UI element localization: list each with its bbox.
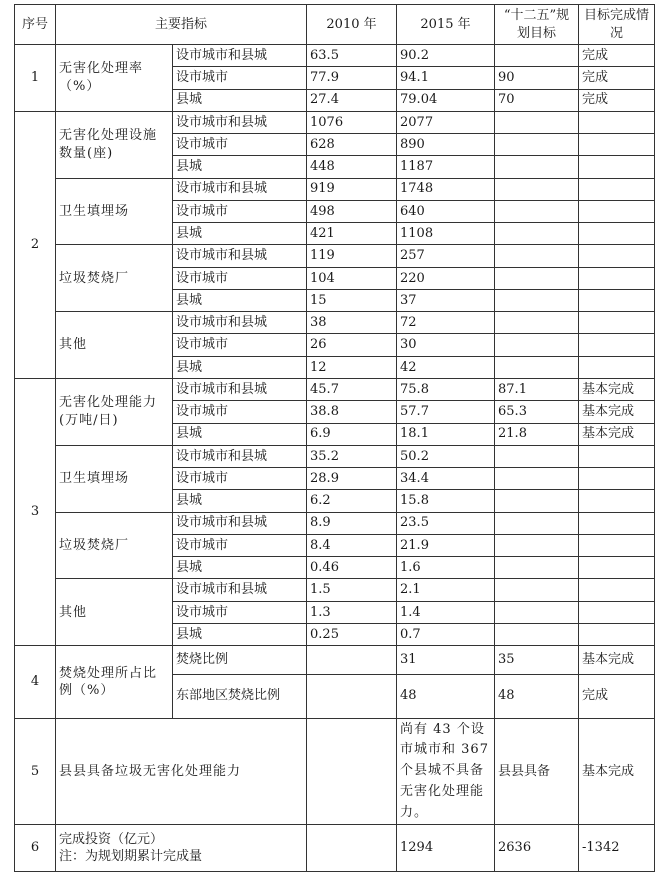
value-2015-cell: 72 <box>397 312 495 334</box>
table-row <box>15 445 655 467</box>
value-2010-cell: 8.4 <box>307 534 397 556</box>
sub-indicator-cell: 设市城市和县城 <box>173 245 307 267</box>
status-cell <box>579 312 655 334</box>
value-2010-cell: 498 <box>307 200 397 222</box>
indicator-label: 垃圾焚烧厂 <box>56 512 173 579</box>
sub-indicator-cell: 设市城市和县城 <box>173 445 307 467</box>
value-2010-cell <box>307 646 397 674</box>
status-cell <box>579 111 655 133</box>
value-2010-cell: 27.4 <box>307 89 397 111</box>
target-cell <box>495 356 579 378</box>
value-2010-cell: 1.3 <box>307 601 397 623</box>
status-cell <box>579 534 655 556</box>
table-body <box>15 45 655 872</box>
sub-indicator-cell: 县城 <box>173 289 307 311</box>
indicator-label: 无害化处理率（%） <box>56 45 173 112</box>
value-2015-cell: 1108 <box>397 223 495 245</box>
status-cell <box>579 334 655 356</box>
target-cell: 87.1 <box>495 378 579 400</box>
value-2010-cell: 1076 <box>307 111 397 133</box>
value-2015-cell: 15.8 <box>397 490 495 512</box>
sub-indicator-cell: 设市城市 <box>173 67 307 89</box>
header-indicator: 主要指标 <box>56 5 307 45</box>
target-cell <box>495 579 579 601</box>
sub-indicator-cell: 焚烧比例 <box>173 646 307 674</box>
target-cell: 48 <box>495 674 579 719</box>
sub-indicator-cell: 设市城市 <box>173 200 307 222</box>
status-cell: 基本完成 <box>579 423 655 445</box>
table-row <box>15 178 655 200</box>
value-2015-cell: 21.9 <box>397 534 495 556</box>
target-cell <box>495 156 579 178</box>
target-cell <box>495 445 579 467</box>
header-status: 目标完成情况 <box>579 5 655 45</box>
target-cell <box>495 557 579 579</box>
value-2015-cell: 42 <box>397 356 495 378</box>
table-row <box>15 579 655 601</box>
target-cell <box>495 134 579 156</box>
value-2010-cell <box>307 719 397 825</box>
target-cell: 2636 <box>495 825 579 872</box>
status-cell <box>579 623 655 645</box>
value-2015-cell: 2077 <box>397 111 495 133</box>
target-cell <box>495 623 579 645</box>
value-2010-cell: 45.7 <box>307 378 397 400</box>
table-row <box>15 378 655 400</box>
value-2015-cell: 1.6 <box>397 557 495 579</box>
sub-indicator-cell: 设市城市和县城 <box>173 378 307 400</box>
target-cell: 90 <box>495 67 579 89</box>
value-2015-cell: 79.04 <box>397 89 495 111</box>
target-cell <box>495 111 579 133</box>
sub-indicator-cell: 县城 <box>173 223 307 245</box>
value-2015-cell: 23.5 <box>397 512 495 534</box>
value-2010-cell: 1.5 <box>307 579 397 601</box>
status-cell <box>579 200 655 222</box>
value-2010-cell: 421 <box>307 223 397 245</box>
sub-indicator-cell: 设市城市和县城 <box>173 512 307 534</box>
value-2015-cell: 37 <box>397 289 495 311</box>
table-row <box>15 245 655 267</box>
table-row <box>15 646 655 674</box>
value-2010-cell: 919 <box>307 178 397 200</box>
value-2015-cell: 2.1 <box>397 579 495 601</box>
value-2010-cell: 28.9 <box>307 468 397 490</box>
value-2015-cell: 890 <box>397 134 495 156</box>
value-2010-cell <box>307 674 397 719</box>
value-2010-cell: 104 <box>307 267 397 289</box>
sub-indicator-cell: 县城 <box>173 356 307 378</box>
status-cell: 完成 <box>579 674 655 719</box>
sub-indicator-cell: 县城 <box>173 156 307 178</box>
value-2010-cell: 0.25 <box>307 623 397 645</box>
seq-cell: 6 <box>15 825 56 872</box>
target-cell: 35 <box>495 646 579 674</box>
value-2015-cell: 1.4 <box>397 601 495 623</box>
status-cell: -1342 <box>579 825 655 872</box>
target-cell <box>495 534 579 556</box>
table-row <box>15 512 655 534</box>
sub-indicator-cell: 设市城市和县城 <box>173 178 307 200</box>
status-cell <box>579 557 655 579</box>
status-cell <box>579 512 655 534</box>
status-cell <box>579 267 655 289</box>
table-row <box>15 111 655 133</box>
sub-indicator-cell: 设市城市 <box>173 267 307 289</box>
sub-indicator-cell: 设市城市 <box>173 601 307 623</box>
indicator-label: 焚烧处理所占比例（%） <box>56 646 173 719</box>
header-2015: 2015 年 <box>397 5 495 45</box>
sub-indicator-cell: 县城 <box>173 490 307 512</box>
target-cell <box>495 267 579 289</box>
sub-indicator-cell: 东部地区焚烧比例 <box>173 674 307 719</box>
value-2010-cell: 12 <box>307 356 397 378</box>
sub-indicator-cell: 县城 <box>173 623 307 645</box>
value-2010-cell: 6.9 <box>307 423 397 445</box>
waste-treatment-table <box>14 4 655 872</box>
target-cell <box>495 223 579 245</box>
target-cell <box>495 245 579 267</box>
sub-indicator-cell: 设市城市和县城 <box>173 111 307 133</box>
status-cell <box>579 289 655 311</box>
status-cell <box>579 245 655 267</box>
indicator-label: 卫生填埋场 <box>56 445 173 512</box>
target-cell <box>495 200 579 222</box>
status-cell: 基本完成 <box>579 646 655 674</box>
status-cell <box>579 134 655 156</box>
target-cell <box>495 468 579 490</box>
value-2010-cell: 15 <box>307 289 397 311</box>
status-cell <box>579 490 655 512</box>
header-target: “十二五”规划目标 <box>495 5 579 45</box>
value-2015-cell: 30 <box>397 334 495 356</box>
header-2010: 2010 年 <box>307 5 397 45</box>
sub-indicator-cell: 县城 <box>173 423 307 445</box>
sub-indicator-cell: 县城 <box>173 557 307 579</box>
value-2010-cell: 35.2 <box>307 445 397 467</box>
table-row <box>15 825 655 872</box>
sub-indicator-cell: 设市城市和县城 <box>173 579 307 601</box>
value-2015-cell: 1748 <box>397 178 495 200</box>
seq-cell: 1 <box>15 45 56 112</box>
value-2015-cell: 50.2 <box>397 445 495 467</box>
value-2015-cell: 257 <box>397 245 495 267</box>
sub-indicator-cell: 设市城市 <box>173 468 307 490</box>
sub-indicator-cell: 设市城市和县城 <box>173 45 307 67</box>
seq-cell: 4 <box>15 646 56 719</box>
table-row <box>15 719 655 825</box>
value-2010-cell: 26 <box>307 334 397 356</box>
indicator-label: 卫生填埋场 <box>56 178 173 245</box>
header-seq: 序号 <box>15 5 56 45</box>
investment-note: 注：为规划期累计完成量 <box>59 849 203 865</box>
target-cell <box>495 334 579 356</box>
sub-indicator-cell: 设市城市 <box>173 134 307 156</box>
seq-cell: 2 <box>15 111 56 378</box>
target-cell <box>495 601 579 623</box>
table-row <box>15 312 655 334</box>
seq-cell: 5 <box>15 719 56 825</box>
value-2015-note-cell: 尚有 43 个设市城市和 367 个县城不具备无害化处理能力。 <box>397 719 495 825</box>
indicator-label <box>56 825 307 872</box>
target-cell: 65.3 <box>495 401 579 423</box>
status-cell <box>579 156 655 178</box>
value-2010-cell: 119 <box>307 245 397 267</box>
indicator-label: 垃圾焚烧厂 <box>56 245 173 312</box>
status-cell <box>579 223 655 245</box>
value-2010-cell <box>307 825 397 872</box>
indicator-label: 县县具备垃圾无害化处理能力 <box>56 719 307 825</box>
status-cell <box>579 468 655 490</box>
status-cell: 完成 <box>579 67 655 89</box>
status-cell <box>579 601 655 623</box>
sub-indicator-cell: 县城 <box>173 89 307 111</box>
status-cell <box>579 579 655 601</box>
value-2015-cell: 0.7 <box>397 623 495 645</box>
table-row <box>15 45 655 67</box>
sub-indicator-cell: 设市城市 <box>173 534 307 556</box>
value-2010-cell: 448 <box>307 156 397 178</box>
indicator-label: 无害化处理设施数量(座) <box>56 111 173 178</box>
target-cell <box>495 512 579 534</box>
status-cell: 完成 <box>579 45 655 67</box>
value-2015-cell: 34.4 <box>397 468 495 490</box>
value-2010-cell: 6.2 <box>307 490 397 512</box>
status-cell: 基本完成 <box>579 401 655 423</box>
header-row <box>15 5 655 45</box>
status-cell: 基本完成 <box>579 378 655 400</box>
target-cell <box>495 312 579 334</box>
value-2010-cell: 38 <box>307 312 397 334</box>
status-cell <box>579 178 655 200</box>
status-cell <box>579 356 655 378</box>
seq-cell: 3 <box>15 378 56 645</box>
value-2015-cell: 90.2 <box>397 45 495 67</box>
status-cell: 完成 <box>579 89 655 111</box>
value-2015-cell: 31 <box>397 646 495 674</box>
value-2015-cell: 220 <box>397 267 495 289</box>
value-2010-cell: 77.9 <box>307 67 397 89</box>
indicator-label: 其他 <box>56 579 173 646</box>
target-cell: 县县具备 <box>495 719 579 825</box>
value-2015-cell: 75.8 <box>397 378 495 400</box>
target-cell <box>495 490 579 512</box>
investment-label: 完成投资（亿元） <box>59 831 164 847</box>
indicator-label: 其他 <box>56 312 173 379</box>
value-2010-cell: 8.9 <box>307 512 397 534</box>
value-2010-cell: 63.5 <box>307 45 397 67</box>
status-cell <box>579 445 655 467</box>
target-cell <box>495 178 579 200</box>
sub-indicator-cell: 设市城市 <box>173 401 307 423</box>
value-2015-cell: 57.7 <box>397 401 495 423</box>
indicator-label: 无害化处理能力(万吨/日) <box>56 378 173 445</box>
value-2010-cell: 628 <box>307 134 397 156</box>
value-2015-cell: 18.1 <box>397 423 495 445</box>
value-2015-cell: 1294 <box>397 825 495 872</box>
value-2015-cell: 94.1 <box>397 67 495 89</box>
target-cell: 21.8 <box>495 423 579 445</box>
sub-indicator-cell: 设市城市和县城 <box>173 312 307 334</box>
value-2015-cell: 1187 <box>397 156 495 178</box>
value-2015-cell: 48 <box>397 674 495 719</box>
target-cell <box>495 45 579 67</box>
status-cell: 基本完成 <box>579 719 655 825</box>
value-2010-cell: 0.46 <box>307 557 397 579</box>
value-2010-cell: 38.8 <box>307 401 397 423</box>
sub-indicator-cell: 设市城市 <box>173 334 307 356</box>
value-2015-cell: 640 <box>397 200 495 222</box>
target-cell <box>495 289 579 311</box>
target-cell: 70 <box>495 89 579 111</box>
